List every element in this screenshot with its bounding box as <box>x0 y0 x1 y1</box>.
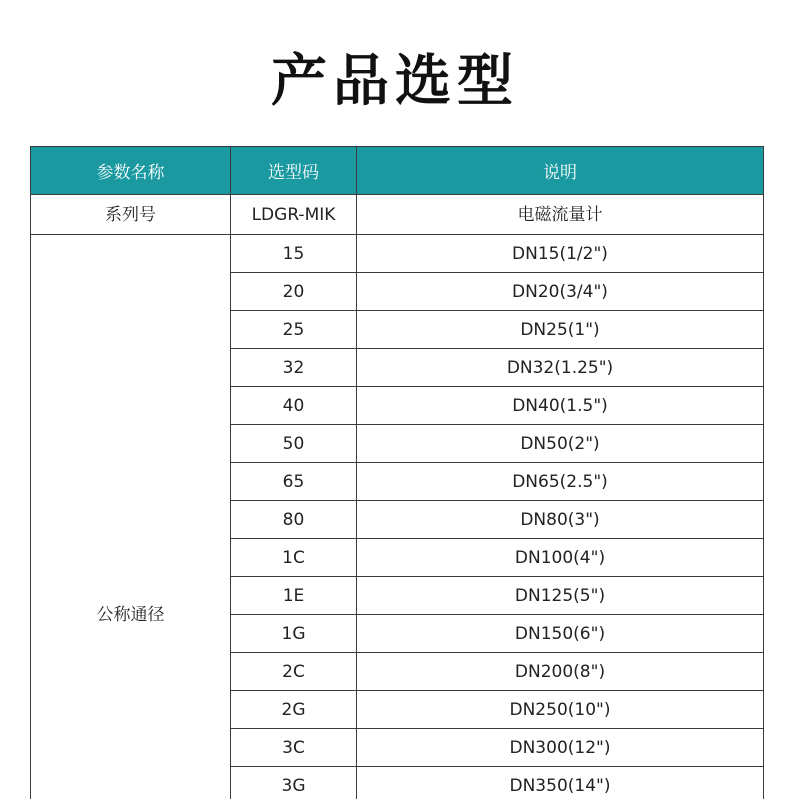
diameter-desc: DN65(2.5") <box>357 463 764 501</box>
series-code: LDGR-MIK <box>231 195 357 235</box>
series-desc: 电磁流量计 <box>357 195 764 235</box>
diameter-code: 25 <box>231 311 357 349</box>
header-description: 说明 <box>357 147 764 195</box>
table-header-row <box>31 147 764 195</box>
diameter-desc: DN25(1") <box>357 311 764 349</box>
table-row-series <box>31 195 764 235</box>
diameter-desc: DN80(3") <box>357 501 764 539</box>
diameter-code: 1E <box>231 577 357 615</box>
diameter-code: 50 <box>231 425 357 463</box>
diameter-code: 3C <box>231 729 357 767</box>
diameter-code: 65 <box>231 463 357 501</box>
diameter-desc: DN200(8") <box>357 653 764 691</box>
diameter-code: 1C <box>231 539 357 577</box>
diameter-desc: DN250(10") <box>357 691 764 729</box>
diameter-code: 15 <box>231 235 357 273</box>
diameter-desc: DN20(3/4") <box>357 273 764 311</box>
diameter-code: 32 <box>231 349 357 387</box>
diameter-desc: DN300(12") <box>357 729 764 767</box>
diameter-desc: DN125(5") <box>357 577 764 615</box>
diameter-code: 3G <box>231 767 357 799</box>
diameter-code: 20 <box>231 273 357 311</box>
diameter-desc: DN150(6") <box>357 615 764 653</box>
diameter-code: 1G <box>231 615 357 653</box>
page-title: 产品选型 <box>271 49 519 114</box>
series-param: 系列号 <box>31 195 231 235</box>
diameter-desc: DN32(1.25") <box>357 349 764 387</box>
header-selection-code: 选型码 <box>231 147 357 195</box>
diameter-desc: DN350(14") <box>357 767 764 799</box>
diameter-code: 80 <box>231 501 357 539</box>
diameter-desc: DN50(2") <box>357 425 764 463</box>
header-param-name: 参数名称 <box>31 147 231 195</box>
diameter-code: 2G <box>231 691 357 729</box>
diameter-code: 2C <box>231 653 357 691</box>
diameter-code: 40 <box>231 387 357 425</box>
diameter-desc: DN15(1/2") <box>357 235 764 273</box>
selection-table <box>30 146 764 799</box>
diameter-param: 公称通径 <box>31 235 231 799</box>
diameter-desc: DN40(1.5") <box>357 387 764 425</box>
diameter-desc: DN100(4") <box>357 539 764 577</box>
table-row <box>31 235 764 273</box>
